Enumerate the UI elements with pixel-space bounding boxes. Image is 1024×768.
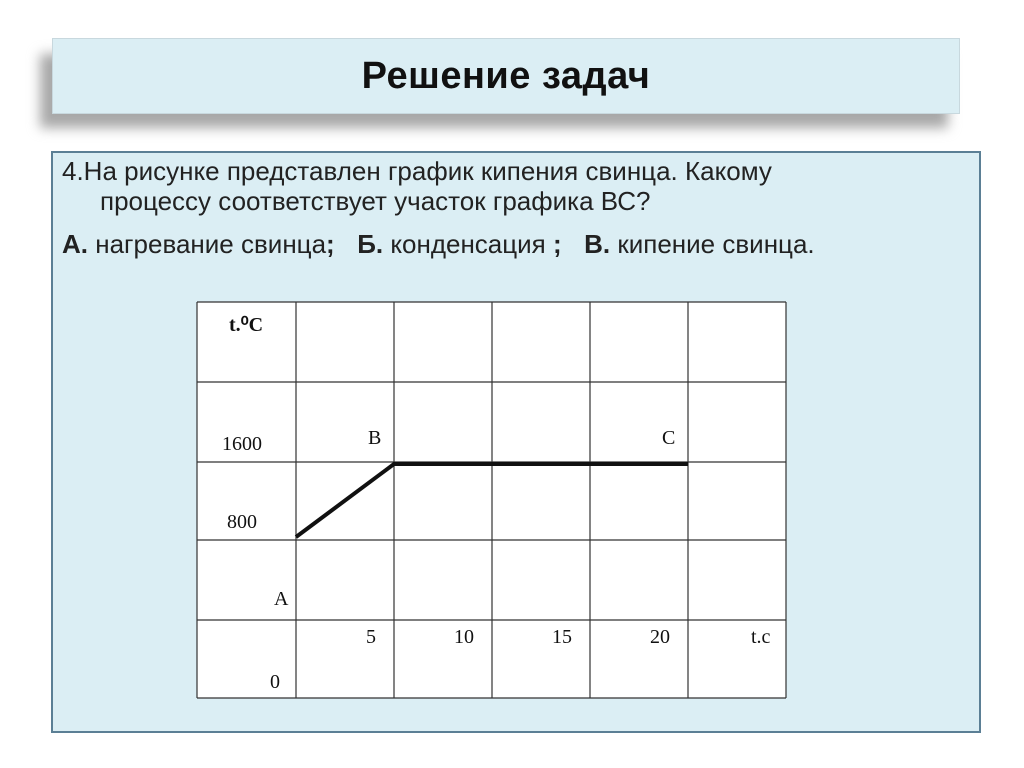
- point-label-b: B: [368, 427, 382, 449]
- chart-grid: [197, 302, 786, 698]
- answer-a-text: нагревание свинца: [88, 229, 327, 259]
- answer-b-text: конденсация: [383, 229, 553, 259]
- x-tick-label: 20: [650, 626, 670, 648]
- x-tick-label: 15: [552, 626, 572, 648]
- x-tick-label: 5: [366, 626, 376, 648]
- y-tick-label: 1600: [222, 433, 262, 455]
- x-tick-label: 10: [454, 626, 474, 648]
- x-axis-label: t.c: [751, 626, 771, 648]
- point-label-a: A: [274, 588, 289, 610]
- y-tick-label: 0: [270, 671, 280, 693]
- answer-c-text: кипение свинца.: [610, 229, 815, 259]
- answer-b-separator: ;: [553, 229, 562, 259]
- answer-b-letter: Б.: [357, 229, 384, 259]
- slide-title: Решение задач: [361, 54, 651, 97]
- answer-c-letter: В.: [584, 229, 611, 259]
- point-label-c: C: [662, 427, 676, 449]
- question-line-1: 4.На рисунке представлен график кипения свинца. Какому: [62, 156, 772, 186]
- y-axis-label: t.⁰C: [229, 314, 264, 336]
- question-line-2: процессу соответствует участок графика ВС?: [100, 186, 651, 216]
- answer-a-letter: А.: [62, 229, 88, 259]
- answer-a-separator: ;: [326, 229, 335, 259]
- y-tick-label: 800: [227, 511, 257, 533]
